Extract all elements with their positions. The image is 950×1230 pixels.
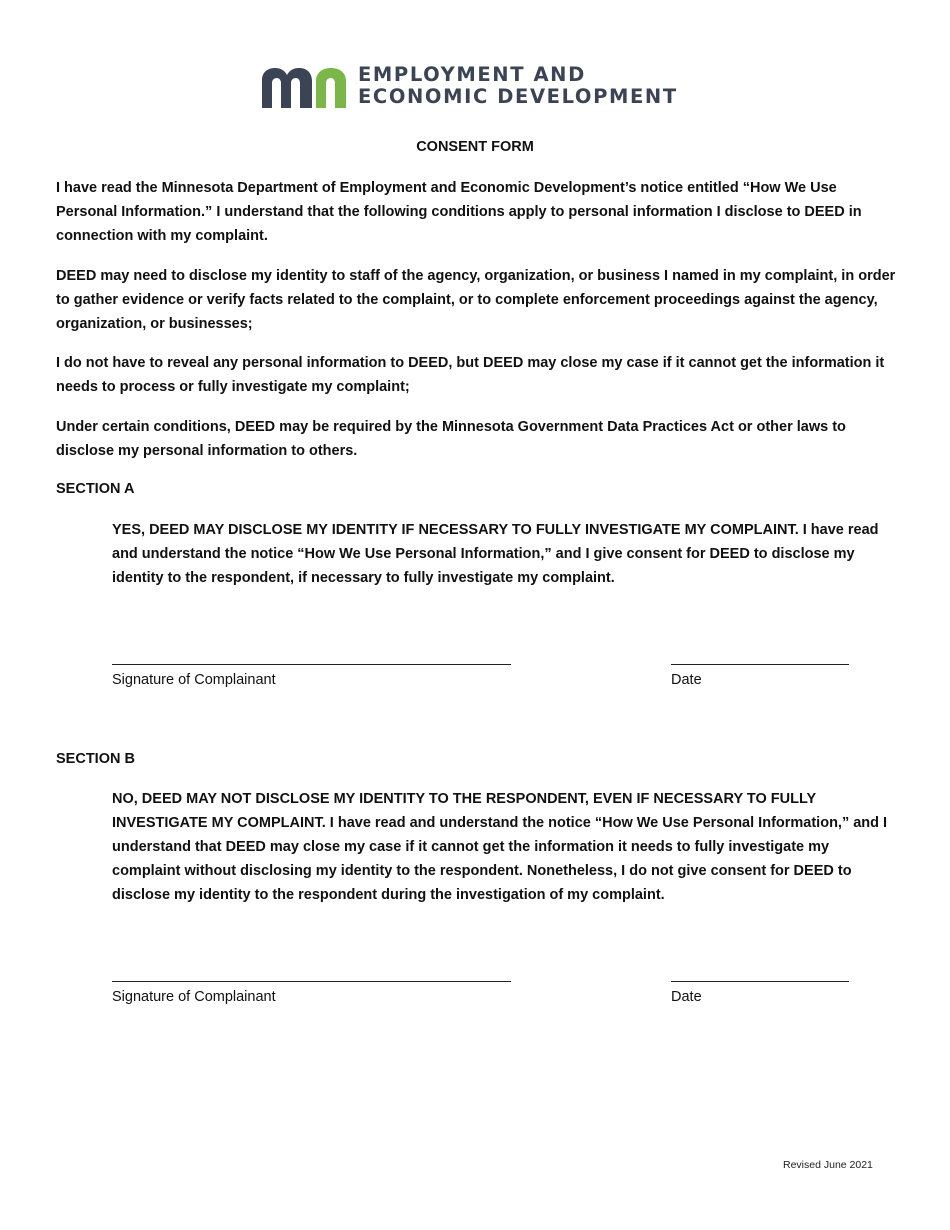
- logo-wordmark: [358, 64, 678, 108]
- page-title: CONSENT FORM: [416, 139, 534, 155]
- mn-logo-icon: [260, 66, 352, 110]
- section-b-text: NO, DEED MAY NOT DISCLOSE MY IDENTITY TO THE RESPONDENT, EVEN IF NECESSARY TO FULLY INVESTIGATE MY COMPLAINT. I have read and understand the notice “How We Use Personal Information,” and I understand that DEED may close my case if it cannot get the information it needs to fully investigate my complaint without disclosing my identity to the respondent. Nonetheless, I do not give consent for DEED to disclose my identity to the respondent during the investigation of my complaint.: [112, 791, 888, 903]
- section-a-signature-line[interactable]: [112, 664, 511, 665]
- logo-line-1: EMPLOYMENT AND: [358, 63, 586, 86]
- section-b-date-label: Date: [671, 989, 702, 1005]
- section-b-heading: SECTION B: [56, 751, 135, 767]
- intro-paragraph-3: I do not have to reveal any personal information to DEED, but DEED may close my case if it cannot get the information it needs to process or fully investigate my complaint;: [56, 355, 885, 395]
- logo-line-2: ECONOMIC DEVELOPMENT: [358, 85, 678, 108]
- section-a-date-label: Date: [671, 672, 702, 688]
- section-a-date-line[interactable]: [671, 664, 849, 665]
- intro-paragraph-1: I have read the Minnesota Department of Employment and Economic Development’s notice entitled “How We Use Personal Information.” I understand that the following conditions apply to personal information I disclose to DEED in connection with my complaint.: [56, 180, 862, 244]
- deed-logo: [260, 62, 700, 116]
- section-a-text: YES, DEED MAY DISCLOSE MY IDENTITY IF NECESSARY TO FULLY INVESTIGATE MY COMPLAINT. I have read and understand the notice “How We Use Personal Information,” and I give consent for DEED to disclose my identity to the respondent, if necessary to fully investigate my complaint.: [112, 522, 879, 586]
- section-a-heading: SECTION A: [56, 481, 135, 497]
- section-b-signature-line[interactable]: [112, 981, 511, 982]
- intro-paragraph-2: DEED may need to disclose my identity to staff of the agency, organization, or business I named in my complaint, in order to gather evidence or verify facts related to the complaint, or to complete enforcement proceedings against the agency, organization, or businesses;: [56, 268, 896, 332]
- intro-paragraph-4: Under certain conditions, DEED may be required by the Minnesota Government Data Practices Act or other laws to disclose my personal information to others.: [56, 419, 846, 459]
- section-a-signature-label: Signature of Complainant: [112, 672, 276, 688]
- revision-note: Revised June 2021: [783, 1159, 873, 1171]
- section-b-date-line[interactable]: [671, 981, 849, 982]
- section-b-signature-label: Signature of Complainant: [112, 989, 276, 1005]
